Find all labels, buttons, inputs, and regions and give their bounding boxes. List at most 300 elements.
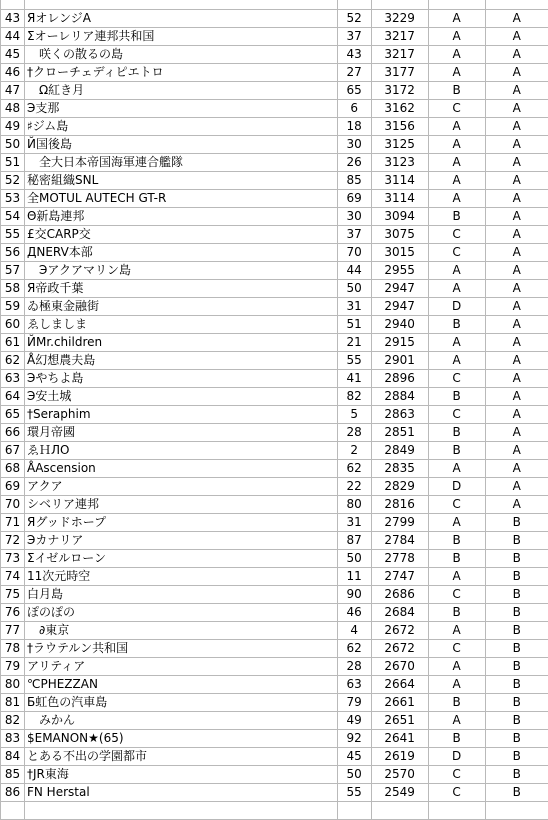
cell-col-2[interactable]: 2664 bbox=[371, 676, 428, 694]
cell-name[interactable]: アクア bbox=[24, 478, 337, 496]
cell-col-4[interactable]: B bbox=[485, 784, 548, 802]
cell-col-1[interactable]: 50 bbox=[337, 280, 371, 298]
cell-name[interactable]: Σオーレリア連邦共和国 bbox=[24, 28, 337, 46]
cell-col-2[interactable]: 2641 bbox=[371, 730, 428, 748]
cell-col-3[interactable]: A bbox=[428, 280, 485, 298]
cell-col-3[interactable]: C bbox=[428, 226, 485, 244]
cell-col-4[interactable]: A bbox=[485, 226, 548, 244]
table-row bbox=[1, 172, 548, 190]
cell-col-3[interactable]: A bbox=[428, 46, 485, 64]
cell-col-1[interactable]: 26 bbox=[337, 154, 371, 172]
cell-col-1[interactable]: 37 bbox=[337, 28, 371, 46]
cell-col-1[interactable]: 90 bbox=[337, 586, 371, 604]
cell-name[interactable]: Э安土城 bbox=[24, 388, 337, 406]
cell-col-3[interactable]: C bbox=[428, 370, 485, 388]
cell-rank[interactable]: 77 bbox=[1, 622, 25, 640]
cell-col-3[interactable]: D bbox=[428, 478, 485, 496]
cell-col-4[interactable]: A bbox=[485, 424, 548, 442]
cell-col-3[interactable]: A bbox=[428, 676, 485, 694]
cell-col-1[interactable]: 62 bbox=[337, 460, 371, 478]
cell-name[interactable]: Э支那 bbox=[24, 100, 337, 118]
cell-col-1[interactable]: 45 bbox=[337, 748, 371, 766]
cell-col-3[interactable]: A bbox=[428, 136, 485, 154]
cell-col-2[interactable]: 2849 bbox=[371, 442, 428, 460]
cell-col-2[interactable]: 3156 bbox=[371, 118, 428, 136]
cell-name[interactable]: ℃PHEZZAN bbox=[24, 676, 337, 694]
cell-col-4[interactable]: B bbox=[485, 604, 548, 622]
cell-col-3[interactable]: A bbox=[428, 568, 485, 586]
cell-col-1[interactable]: 55 bbox=[337, 784, 371, 802]
cell-col-4[interactable]: A bbox=[485, 208, 548, 226]
cell-col-1[interactable]: 27 bbox=[337, 64, 371, 82]
cell-col-3[interactable]: A bbox=[428, 712, 485, 730]
cell-col-3[interactable]: A bbox=[428, 172, 485, 190]
cell-rank[interactable]: 54 bbox=[1, 208, 25, 226]
cell-col-1[interactable]: 22 bbox=[337, 478, 371, 496]
cell-rank[interactable]: 56 bbox=[1, 244, 25, 262]
cell-col-1[interactable]: 46 bbox=[337, 604, 371, 622]
cell-rank[interactable]: 71 bbox=[1, 514, 25, 532]
cell-rank[interactable]: 43 bbox=[1, 10, 25, 28]
cell-col-2[interactable]: 2784 bbox=[371, 532, 428, 550]
cell-rank[interactable] bbox=[1, 802, 25, 820]
cell-col-1[interactable]: 28 bbox=[337, 658, 371, 676]
cell-col-1[interactable]: 21 bbox=[337, 334, 371, 352]
cell-col-2[interactable]: 2816 bbox=[371, 496, 428, 514]
cell-name[interactable]: †Seraphim bbox=[24, 406, 337, 424]
cell-rank[interactable]: 44 bbox=[1, 28, 25, 46]
cell-col-2[interactable]: 2549 bbox=[371, 784, 428, 802]
cell-col-1[interactable]: 2 bbox=[337, 442, 371, 460]
cell-col-4[interactable]: B bbox=[485, 622, 548, 640]
table-row bbox=[1, 802, 548, 820]
cell-col-4[interactable]: B bbox=[485, 766, 548, 784]
cell-col-1[interactable]: 31 bbox=[337, 298, 371, 316]
cell-col-2[interactable]: 2851 bbox=[371, 424, 428, 442]
cell-col-3[interactable]: A bbox=[428, 658, 485, 676]
cell-col-3[interactable]: D bbox=[428, 748, 485, 766]
cell-col-3[interactable]: B bbox=[428, 694, 485, 712]
cell-col-3[interactable]: A bbox=[428, 64, 485, 82]
cell-name[interactable]: Яグッドホープ bbox=[24, 514, 337, 532]
cell-rank[interactable]: 51 bbox=[1, 154, 25, 172]
cell-col-1[interactable]: 55 bbox=[337, 352, 371, 370]
table-row bbox=[1, 748, 548, 766]
table-row bbox=[1, 406, 548, 424]
cell-col-2[interactable]: 2570 bbox=[371, 766, 428, 784]
cell-col-2[interactable]: 2947 bbox=[371, 298, 428, 316]
cell-col-2[interactable]: 2799 bbox=[371, 514, 428, 532]
cell-name[interactable]: ∂東京 bbox=[24, 622, 337, 640]
cell-col-4[interactable]: B bbox=[485, 640, 548, 658]
cell-col-3[interactable]: B bbox=[428, 82, 485, 100]
cell-col-2[interactable]: 2947 bbox=[371, 280, 428, 298]
cell-name[interactable]: ДNERV本部 bbox=[24, 244, 337, 262]
cell-col-3[interactable]: A bbox=[428, 10, 485, 28]
cell-col-3[interactable]: B bbox=[428, 550, 485, 568]
cell-col-4[interactable]: A bbox=[485, 136, 548, 154]
cell-rank[interactable]: 80 bbox=[1, 676, 25, 694]
cell-rank[interactable]: 73 bbox=[1, 550, 25, 568]
cell-name[interactable]: シベリア連邦 bbox=[24, 496, 337, 514]
cell-rank[interactable]: 82 bbox=[1, 712, 25, 730]
cell-rank[interactable]: 78 bbox=[1, 640, 25, 658]
cell-col-3[interactable]: C bbox=[428, 406, 485, 424]
cell-col-1[interactable]: 65 bbox=[337, 82, 371, 100]
cell-rank[interactable]: 66 bbox=[1, 424, 25, 442]
cell-col-3[interactable]: A bbox=[428, 622, 485, 640]
cell-col-2[interactable]: 3114 bbox=[371, 190, 428, 208]
cell-name[interactable] bbox=[24, 0, 337, 10]
cell-col-4[interactable]: A bbox=[485, 352, 548, 370]
cell-name[interactable]: Ω紅き月 bbox=[24, 82, 337, 100]
cell-col-1[interactable]: 63 bbox=[337, 676, 371, 694]
cell-name[interactable]: Й国後島 bbox=[24, 136, 337, 154]
cell-col-4[interactable]: A bbox=[485, 46, 548, 64]
cell-col-1[interactable]: 50 bbox=[337, 766, 371, 784]
cell-rank[interactable]: 69 bbox=[1, 478, 25, 496]
cell-name[interactable]: Эアクアマリン島 bbox=[24, 262, 337, 280]
cell-col-2[interactable]: 2901 bbox=[371, 352, 428, 370]
cell-col-2[interactable]: 3123 bbox=[371, 154, 428, 172]
cell-col-4[interactable]: A bbox=[485, 64, 548, 82]
cell-col-1[interactable]: 37 bbox=[337, 226, 371, 244]
cell-name[interactable]: $EMANON★(65) bbox=[24, 730, 337, 748]
cell-name[interactable]: £交CARP交 bbox=[24, 226, 337, 244]
table-row bbox=[1, 550, 548, 568]
cell-rank[interactable]: 52 bbox=[1, 172, 25, 190]
cell-rank[interactable]: 67 bbox=[1, 442, 25, 460]
cell-col-2[interactable]: 2835 bbox=[371, 460, 428, 478]
cell-name[interactable]: ゑＨЛО bbox=[24, 442, 337, 460]
cell-col-4[interactable]: A bbox=[485, 406, 548, 424]
cell-col-4[interactable]: B bbox=[485, 586, 548, 604]
cell-col-3[interactable]: C bbox=[428, 586, 485, 604]
cell-col-1[interactable]: 82 bbox=[337, 388, 371, 406]
cell-col-4[interactable]: A bbox=[485, 190, 548, 208]
cell-name[interactable]: ЯオレンジΑ bbox=[24, 10, 337, 28]
cell-rank[interactable]: 47 bbox=[1, 82, 25, 100]
cell-rank[interactable]: 83 bbox=[1, 730, 25, 748]
cell-col-1[interactable]: 30 bbox=[337, 136, 371, 154]
cell-col-4[interactable]: A bbox=[485, 316, 548, 334]
table-row bbox=[1, 568, 548, 586]
cell-col-4[interactable]: B bbox=[485, 550, 548, 568]
cell-col-4[interactable]: A bbox=[485, 82, 548, 100]
cell-rank[interactable]: 79 bbox=[1, 658, 25, 676]
cell-rank[interactable]: 64 bbox=[1, 388, 25, 406]
table-row bbox=[1, 658, 548, 676]
cell-rank[interactable]: 45 bbox=[1, 46, 25, 64]
cell-col-3[interactable]: B bbox=[428, 442, 485, 460]
cell-col-2[interactable]: 3114 bbox=[371, 172, 428, 190]
cell-name[interactable]: †ラウテルン共和国 bbox=[24, 640, 337, 658]
cell-name[interactable]: とある不出の学園都市 bbox=[24, 748, 337, 766]
cell-name[interactable]: Эカナリア bbox=[24, 532, 337, 550]
cell-rank[interactable]: 48 bbox=[1, 100, 25, 118]
cell-col-4[interactable]: B bbox=[485, 712, 548, 730]
cell-name[interactable]: FN Herstal bbox=[24, 784, 337, 802]
cell-col-4[interactable] bbox=[485, 0, 548, 10]
cell-col-1[interactable]: 51 bbox=[337, 316, 371, 334]
cell-col-2[interactable] bbox=[371, 802, 428, 820]
cell-col-4[interactable]: B bbox=[485, 568, 548, 586]
cell-rank[interactable]: 59 bbox=[1, 298, 25, 316]
table-row bbox=[1, 334, 548, 352]
cell-name[interactable]: Эやちよ島 bbox=[24, 370, 337, 388]
cell-col-3[interactable]: D bbox=[428, 298, 485, 316]
cell-col-4[interactable]: A bbox=[485, 100, 548, 118]
cell-col-4[interactable]: A bbox=[485, 280, 548, 298]
cell-col-1[interactable]: 85 bbox=[337, 172, 371, 190]
table-row bbox=[1, 244, 548, 262]
cell-col-3[interactable]: B bbox=[428, 424, 485, 442]
cell-col-3[interactable]: C bbox=[428, 784, 485, 802]
cell-col-3[interactable]: B bbox=[428, 532, 485, 550]
table-row bbox=[1, 352, 548, 370]
cell-col-2[interactable]: 2940 bbox=[371, 316, 428, 334]
cell-col-4[interactable]: A bbox=[485, 334, 548, 352]
cell-col-3[interactable]: C bbox=[428, 100, 485, 118]
cell-col-2[interactable]: 3217 bbox=[371, 46, 428, 64]
cell-col-3[interactable]: C bbox=[428, 640, 485, 658]
cell-col-1[interactable]: 69 bbox=[337, 190, 371, 208]
cell-col-1[interactable]: 31 bbox=[337, 514, 371, 532]
cell-name[interactable]: 11次元時空 bbox=[24, 568, 337, 586]
cell-col-1[interactable]: 18 bbox=[337, 118, 371, 136]
cell-col-1[interactable]: 11 bbox=[337, 568, 371, 586]
cell-name[interactable]: ゑしましま bbox=[24, 316, 337, 334]
cell-col-2[interactable]: 2661 bbox=[371, 694, 428, 712]
cell-col-4[interactable]: A bbox=[485, 10, 548, 28]
cell-col-2[interactable]: 2619 bbox=[371, 748, 428, 766]
table-row bbox=[1, 586, 548, 604]
table-row bbox=[1, 10, 548, 28]
table-row bbox=[1, 694, 548, 712]
cell-rank[interactable]: 53 bbox=[1, 190, 25, 208]
cell-col-1[interactable]: 50 bbox=[337, 550, 371, 568]
cell-col-2[interactable]: 2651 bbox=[371, 712, 428, 730]
cell-rank[interactable]: 84 bbox=[1, 748, 25, 766]
cell-name[interactable]: ぽのぽの bbox=[24, 604, 337, 622]
cell-col-1[interactable]: 52 bbox=[337, 10, 371, 28]
cell-col-3[interactable]: A bbox=[428, 154, 485, 172]
cell-name[interactable]: 秘密組織SNL bbox=[24, 172, 337, 190]
cell-name[interactable]: 白月島 bbox=[24, 586, 337, 604]
cell-col-4[interactable]: A bbox=[485, 460, 548, 478]
cell-col-3[interactable] bbox=[428, 802, 485, 820]
cell-col-2[interactable]: 2915 bbox=[371, 334, 428, 352]
table-row bbox=[1, 100, 548, 118]
cell-col-1[interactable]: 80 bbox=[337, 496, 371, 514]
cell-col-3[interactable] bbox=[428, 0, 485, 10]
cell-col-2[interactable]: 3162 bbox=[371, 100, 428, 118]
cell-col-3[interactable]: C bbox=[428, 496, 485, 514]
cell-rank[interactable]: 72 bbox=[1, 532, 25, 550]
cell-col-3[interactable]: A bbox=[428, 334, 485, 352]
cell-name[interactable]: みかん bbox=[24, 712, 337, 730]
table-row bbox=[1, 0, 548, 10]
cell-col-3[interactable]: A bbox=[428, 118, 485, 136]
cell-rank[interactable]: 49 bbox=[1, 118, 25, 136]
cell-col-2[interactable]: 3172 bbox=[371, 82, 428, 100]
cell-col-2[interactable]: 2684 bbox=[371, 604, 428, 622]
cell-col-4[interactable]: B bbox=[485, 658, 548, 676]
cell-col-4[interactable]: A bbox=[485, 496, 548, 514]
cell-col-4[interactable]: B bbox=[485, 694, 548, 712]
cell-col-1[interactable]: 49 bbox=[337, 712, 371, 730]
cell-col-1[interactable]: 6 bbox=[337, 100, 371, 118]
cell-col-1[interactable]: 43 bbox=[337, 46, 371, 64]
cell-col-4[interactable]: B bbox=[485, 748, 548, 766]
cell-name[interactable]: 咲くの散るの島 bbox=[24, 46, 337, 64]
cell-name[interactable]: ÅAscension bbox=[24, 460, 337, 478]
cell-col-4[interactable]: B bbox=[485, 730, 548, 748]
cell-name[interactable] bbox=[24, 802, 337, 820]
cell-col-4[interactable]: A bbox=[485, 172, 548, 190]
table-row bbox=[1, 478, 548, 496]
cell-col-1[interactable]: 87 bbox=[337, 532, 371, 550]
cell-col-3[interactable]: B bbox=[428, 208, 485, 226]
cell-name[interactable]: 全MOTUL AUTECH GT-R bbox=[24, 190, 337, 208]
cell-col-4[interactable] bbox=[485, 802, 548, 820]
cell-col-1[interactable]: 28 bbox=[337, 424, 371, 442]
cell-col-4[interactable]: A bbox=[485, 442, 548, 460]
cell-name[interactable]: ЙMr.children bbox=[24, 334, 337, 352]
cell-col-2[interactable]: 2747 bbox=[371, 568, 428, 586]
cell-col-4[interactable]: A bbox=[485, 478, 548, 496]
cell-col-3[interactable]: B bbox=[428, 388, 485, 406]
cell-rank[interactable]: 60 bbox=[1, 316, 25, 334]
cell-name[interactable]: Θ新島連邦 bbox=[24, 208, 337, 226]
cell-rank[interactable]: 61 bbox=[1, 334, 25, 352]
cell-col-1[interactable]: 30 bbox=[337, 208, 371, 226]
cell-col-3[interactable]: B bbox=[428, 316, 485, 334]
cell-rank[interactable]: 70 bbox=[1, 496, 25, 514]
cell-rank[interactable]: 74 bbox=[1, 568, 25, 586]
cell-col-2[interactable]: 2778 bbox=[371, 550, 428, 568]
cell-col-4[interactable]: A bbox=[485, 28, 548, 46]
cell-rank[interactable]: 68 bbox=[1, 460, 25, 478]
cell-col-4[interactable]: B bbox=[485, 676, 548, 694]
cell-col-1[interactable]: 41 bbox=[337, 370, 371, 388]
cell-rank[interactable] bbox=[1, 0, 25, 10]
cell-col-2[interactable]: 3217 bbox=[371, 28, 428, 46]
cell-col-4[interactable]: A bbox=[485, 370, 548, 388]
cell-col-2[interactable]: 3094 bbox=[371, 208, 428, 226]
cell-name[interactable]: †JR東海 bbox=[24, 766, 337, 784]
cell-col-1[interactable]: 44 bbox=[337, 262, 371, 280]
cell-rank[interactable]: 63 bbox=[1, 370, 25, 388]
cell-col-2[interactable]: 2686 bbox=[371, 586, 428, 604]
cell-col-4[interactable]: A bbox=[485, 244, 548, 262]
cell-rank[interactable]: 50 bbox=[1, 136, 25, 154]
cell-name[interactable]: 全大日本帝国海軍連合艦隊 bbox=[24, 154, 337, 172]
cell-rank[interactable]: 76 bbox=[1, 604, 25, 622]
cell-col-2[interactable] bbox=[371, 0, 428, 10]
cell-name[interactable]: アリティア bbox=[24, 658, 337, 676]
cell-col-2[interactable]: 3125 bbox=[371, 136, 428, 154]
cell-name[interactable]: Б虹色の汽車島 bbox=[24, 694, 337, 712]
table-row bbox=[1, 712, 548, 730]
cell-col-3[interactable]: A bbox=[428, 262, 485, 280]
cell-col-2[interactable]: 3075 bbox=[371, 226, 428, 244]
cell-col-2[interactable]: 2955 bbox=[371, 262, 428, 280]
cell-col-1[interactable]: 92 bbox=[337, 730, 371, 748]
cell-col-2[interactable]: 2672 bbox=[371, 622, 428, 640]
cell-col-1[interactable] bbox=[337, 802, 371, 820]
cell-col-3[interactable]: A bbox=[428, 460, 485, 478]
cell-col-2[interactable]: 3229 bbox=[371, 10, 428, 28]
cell-col-1[interactable]: 79 bbox=[337, 694, 371, 712]
cell-col-4[interactable]: B bbox=[485, 532, 548, 550]
cell-col-4[interactable]: B bbox=[485, 514, 548, 532]
table-row bbox=[1, 28, 548, 46]
cell-col-2[interactable]: 2670 bbox=[371, 658, 428, 676]
cell-col-2[interactable]: 2884 bbox=[371, 388, 428, 406]
cell-rank[interactable]: 46 bbox=[1, 64, 25, 82]
cell-col-3[interactable]: C bbox=[428, 766, 485, 784]
cell-col-2[interactable]: 2672 bbox=[371, 640, 428, 658]
cell-name[interactable]: Å幻想農夫島 bbox=[24, 352, 337, 370]
cell-rank[interactable]: 58 bbox=[1, 280, 25, 298]
table-row bbox=[1, 514, 548, 532]
cell-col-4[interactable]: A bbox=[485, 118, 548, 136]
cell-name[interactable]: Я帝政千葉 bbox=[24, 280, 337, 298]
cell-col-3[interactable]: A bbox=[428, 28, 485, 46]
cell-col-4[interactable]: A bbox=[485, 298, 548, 316]
cell-col-2[interactable]: 2863 bbox=[371, 406, 428, 424]
cell-rank[interactable]: 86 bbox=[1, 784, 25, 802]
cell-rank[interactable]: 81 bbox=[1, 694, 25, 712]
table-row bbox=[1, 784, 548, 802]
cell-name[interactable]: 環月帝國 bbox=[24, 424, 337, 442]
cell-name[interactable]: ゐ極東金融街 bbox=[24, 298, 337, 316]
table-row bbox=[1, 226, 548, 244]
cell-col-3[interactable]: B bbox=[428, 604, 485, 622]
cell-col-2[interactable]: 3177 bbox=[371, 64, 428, 82]
cell-col-1[interactable] bbox=[337, 0, 371, 10]
cell-col-1[interactable]: 62 bbox=[337, 640, 371, 658]
table-row bbox=[1, 280, 548, 298]
cell-rank[interactable]: 57 bbox=[1, 262, 25, 280]
cell-col-4[interactable]: A bbox=[485, 154, 548, 172]
cell-col-1[interactable]: 5 bbox=[337, 406, 371, 424]
cell-col-3[interactable]: A bbox=[428, 514, 485, 532]
cell-col-3[interactable]: B bbox=[428, 730, 485, 748]
cell-rank[interactable]: 55 bbox=[1, 226, 25, 244]
cell-rank[interactable]: 65 bbox=[1, 406, 25, 424]
cell-col-1[interactable]: 70 bbox=[337, 244, 371, 262]
cell-col-3[interactable]: A bbox=[428, 190, 485, 208]
cell-col-4[interactable]: A bbox=[485, 388, 548, 406]
cell-col-2[interactable]: 2896 bbox=[371, 370, 428, 388]
cell-name[interactable]: †クローチェディピエトロ bbox=[24, 64, 337, 82]
table-row bbox=[1, 388, 548, 406]
cell-col-4[interactable]: A bbox=[485, 262, 548, 280]
cell-rank[interactable]: 75 bbox=[1, 586, 25, 604]
cell-col-2[interactable]: 3015 bbox=[371, 244, 428, 262]
cell-rank[interactable]: 62 bbox=[1, 352, 25, 370]
cell-col-3[interactable]: C bbox=[428, 244, 485, 262]
cell-rank[interactable]: 85 bbox=[1, 766, 25, 784]
cell-name[interactable]: ♯ジム島 bbox=[24, 118, 337, 136]
cell-col-3[interactable]: A bbox=[428, 352, 485, 370]
table-row bbox=[1, 640, 548, 658]
cell-name[interactable]: Σイゼルローン bbox=[24, 550, 337, 568]
cell-col-1[interactable]: 4 bbox=[337, 622, 371, 640]
cell-col-2[interactable]: 2829 bbox=[371, 478, 428, 496]
